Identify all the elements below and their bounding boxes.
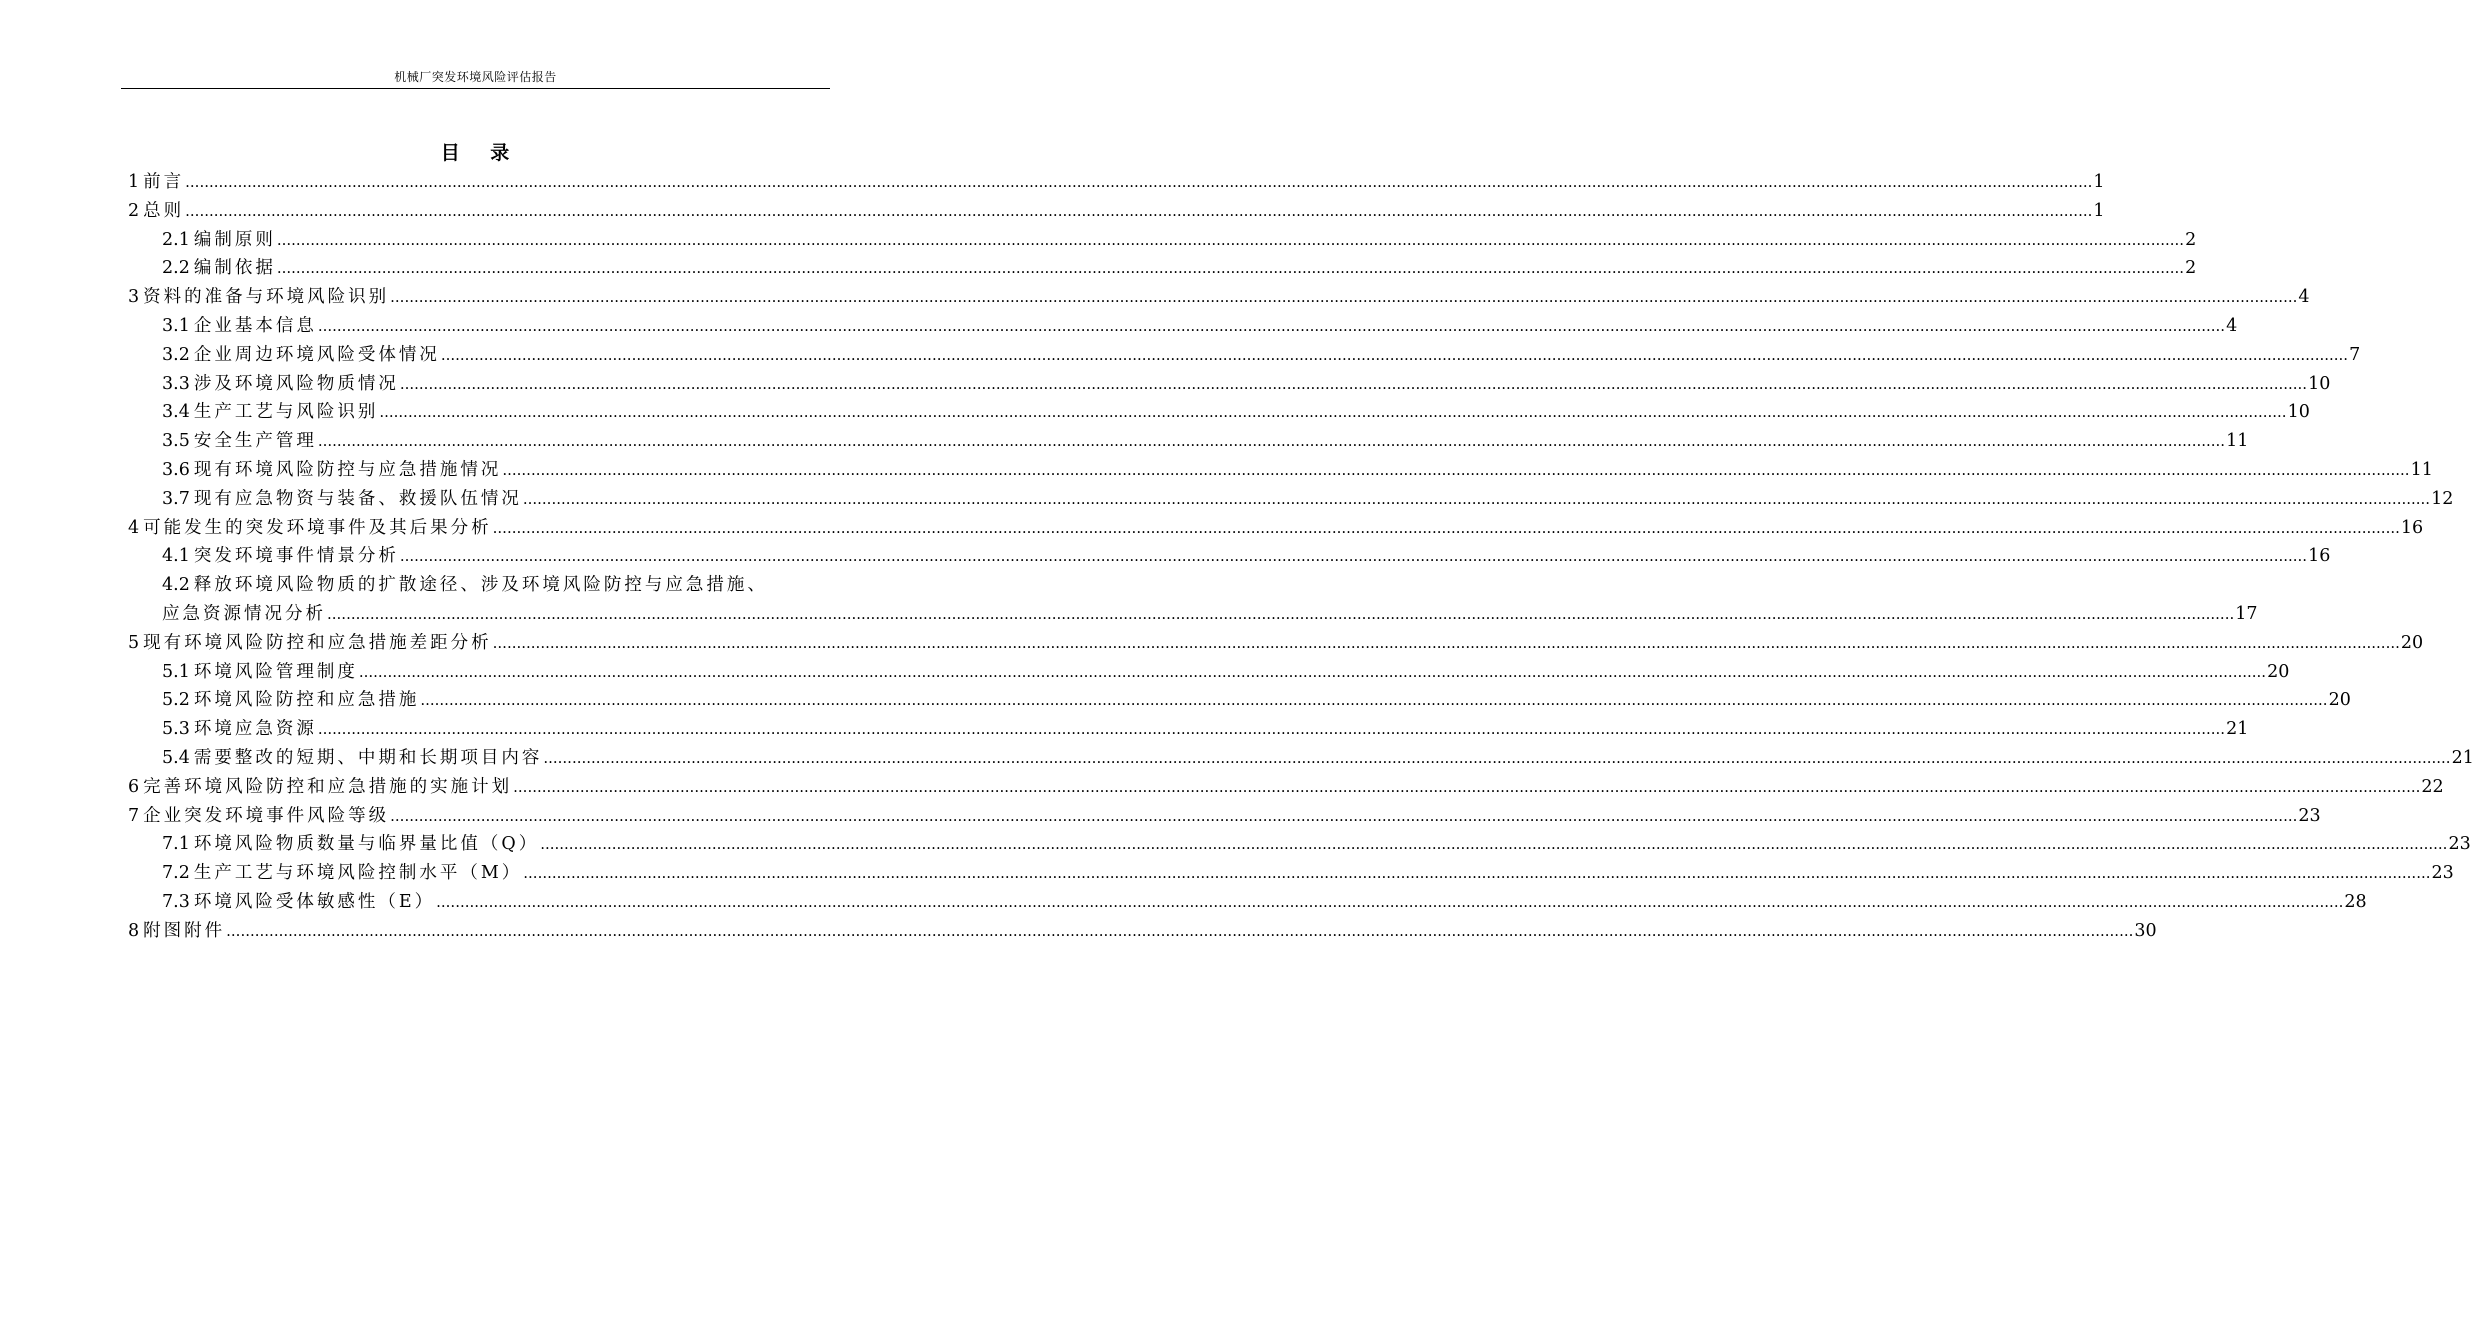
toc-entry[interactable] (128, 830, 2471, 859)
toc-entry[interactable] (128, 514, 2424, 543)
toc-entry-page: 10 (2308, 373, 2331, 394)
dot-leader: ................................................................................................................................................................................................................................................................................................................................................................................................................ (185, 201, 2093, 220)
toc-entry-page: 23 (2298, 805, 2321, 826)
toc-entry-number: 3.5 (162, 431, 190, 452)
dot-leader: ................................................................................................................................................................................................................................................................................................................................................................................................................ (317, 316, 2226, 335)
toc-entry[interactable] (128, 370, 2331, 399)
toc-entry-page: 20 (2400, 632, 2424, 653)
toc-entry-number: 5.4 (162, 747, 190, 768)
toc-entry-page: 12 (2431, 488, 2454, 509)
toc-entry-page: 2 (2185, 258, 2197, 279)
dot-leader: ................................................................................................................................................................................................................................................................................................................................................................................................................ (226, 921, 2134, 940)
toc-entry-text: 可能发生的突发环境事件及其后果分析 (143, 517, 492, 538)
table-of-contents (128, 168, 2474, 946)
dot-leader: ................................................................................................................................................................................................................................................................................................................................................................................................................ (436, 892, 2344, 911)
toc-entry-text: 环境风险防控和应急措施 (193, 690, 420, 711)
toc-entry[interactable] (128, 773, 2444, 802)
toc-entry-text: 现有环境风险防控与应急措施情况 (193, 459, 502, 480)
toc-entry[interactable] (128, 341, 2361, 370)
toc-entry-page: 16 (2308, 546, 2331, 567)
toc-entry-page: 21 (2451, 747, 2474, 768)
toc-entry-number: 3.3 (162, 373, 190, 394)
toc-entry-text: 释放环境风险物质的扩散途径、涉及环境风险防控与应急措施、 (193, 575, 768, 596)
toc-entry-text: 附图附件 (143, 920, 226, 941)
toc-entry[interactable] (128, 254, 2197, 283)
toc-entry-page: 17 (2235, 603, 2258, 624)
dot-leader: ................................................................................................................................................................................................................................................................................................................................................................................................................ (276, 259, 2185, 278)
dot-leader: ................................................................................................................................................................................................................................................................................................................................................................................................................ (185, 173, 2093, 191)
toc-entry[interactable] (128, 629, 2424, 658)
toc-entry-number: 7 (128, 805, 140, 826)
header-title: 机械厂突发环境风险评估报告 (394, 70, 557, 84)
toc-entry-number: 5 (128, 632, 140, 653)
toc-entry[interactable] (128, 398, 2310, 427)
toc-entry-text: 总则 (143, 200, 185, 221)
toc-entry-page: 30 (2134, 920, 2157, 941)
toc-entry-text: 编制原则 (193, 229, 276, 250)
toc-entry-number: 2.1 (162, 229, 190, 250)
toc-entry-text: 资料的准备与环境风险识别 (143, 287, 390, 308)
toc-entry[interactable] (128, 859, 2454, 888)
toc-entry-number: 3.2 (162, 344, 190, 365)
toc-entry[interactable] (128, 168, 2105, 197)
toc-entry-number: 3.1 (162, 315, 190, 336)
dot-leader: ................................................................................................................................................................................................................................................................................................................................................................................................................ (502, 460, 2410, 479)
toc-entry[interactable] (128, 658, 2290, 687)
toc-entry-text-continued: 应急资源情况分析 (162, 603, 326, 624)
toc-entry-page: 11 (2410, 459, 2433, 480)
toc-entry[interactable] (128, 542, 2331, 571)
toc-entry-page: 1 (2093, 172, 2105, 192)
toc-entry[interactable] (128, 744, 2474, 773)
toc-entry-text: 编制依据 (193, 258, 276, 279)
toc-entry-page: 7 (2349, 344, 2361, 365)
toc-entry[interactable] (128, 686, 2351, 715)
dot-leader: ................................................................................................................................................................................................................................................................................................................................................................................................................ (358, 662, 2267, 681)
toc-entry-number: 4 (128, 517, 140, 538)
toc-entry-number: 1 (128, 172, 140, 192)
toc-entry-number: 4.2 (162, 575, 190, 596)
toc-entry-text: 环境风险物质数量与临界量比值（Q） (193, 834, 540, 855)
toc-entry-page: 23 (2448, 834, 2471, 855)
toc-entry-text: 生产工艺与环境风险控制水平（M） (193, 863, 523, 884)
toc-entry-number: 3 (128, 287, 140, 308)
toc-entry[interactable] (128, 427, 2249, 456)
toc-entry[interactable] (128, 715, 2249, 744)
toc-entry-page: 1 (2093, 200, 2105, 221)
toc-entry[interactable] (128, 312, 2238, 341)
toc-entry-number: 5.3 (162, 719, 190, 740)
dot-leader: ................................................................................................................................................................................................................................................................................................................................................................................................................ (379, 403, 2287, 422)
dot-leader: ................................................................................................................................................................................................................................................................................................................................................................................................................ (399, 374, 2308, 393)
toc-entry-text: 环境风险管理制度 (193, 661, 358, 682)
toc-entry-number: 3.4 (162, 402, 190, 423)
toc-entry[interactable] (128, 485, 2454, 514)
toc-entry-text: 企业基本信息 (193, 315, 317, 336)
toc-entry-page: 20 (2328, 690, 2351, 711)
toc-entry-text: 前言 (143, 172, 185, 192)
toc-entry[interactable] (128, 197, 2105, 226)
toc-entry-number: 7.1 (162, 834, 190, 855)
dot-leader: ................................................................................................................................................................................................................................................................................................................................................................................................................ (492, 633, 2400, 652)
toc-entry-number: 6 (128, 776, 140, 797)
toc-entry-page: 10 (2287, 402, 2310, 423)
toc-entry-page: 21 (2226, 719, 2249, 740)
toc-entry-text: 企业周边环境风险受体情况 (193, 344, 440, 365)
toc-entry-page: 4 (2226, 315, 2238, 336)
dot-leader: ................................................................................................................................................................................................................................................................................................................................................................................................................ (513, 777, 2421, 796)
toc-entry-number: 3.6 (162, 459, 190, 480)
dot-leader: ................................................................................................................................................................................................................................................................................................................................................................................................................ (317, 432, 2226, 451)
toc-entry-number: 5.2 (162, 690, 190, 711)
toc-entry[interactable] (128, 456, 2433, 485)
toc-entry-text: 完善环境风险防控和应急措施的实施计划 (143, 776, 513, 797)
toc-entry-text: 需要整改的短期、中期和长期项目内容 (193, 747, 543, 768)
toc-entry-text: 企业突发环境事件风险等级 (143, 805, 390, 826)
toc-entry-page: 28 (2344, 891, 2367, 912)
toc-entry-text: 环境应急资源 (193, 719, 317, 740)
dot-leader: ................................................................................................................................................................................................................................................................................................................................................................................................................ (420, 691, 2328, 710)
dot-leader: ................................................................................................................................................................................................................................................................................................................................................................................................................ (543, 748, 2451, 767)
toc-entry-number: 7.3 (162, 891, 190, 912)
toc-entry-page: 4 (2298, 287, 2310, 308)
toc-entry-text: 环境风险受体敏感性（E） (193, 891, 436, 912)
dot-leader: ................................................................................................................................................................................................................................................................................................................................................................................................................ (522, 489, 2431, 508)
toc-entry[interactable] (128, 917, 2157, 946)
toc-entry-number: 4.1 (162, 546, 190, 567)
toc-entry-text: 生产工艺与风险识别 (193, 402, 379, 423)
toc-entry-page: 2 (2185, 229, 2197, 250)
toc-entry-number: 2 (128, 200, 140, 221)
toc-entry[interactable] (128, 571, 2258, 629)
dot-leader: ................................................................................................................................................................................................................................................................................................................................................................................................................ (399, 547, 2308, 566)
toc-entry-page: 22 (2421, 776, 2444, 797)
toc-entry-page: 16 (2400, 517, 2424, 538)
toc-entry-text: 突发环境事件情景分析 (193, 546, 399, 567)
toc-entry-page: 23 (2431, 863, 2454, 884)
toc-title: 目 录 (440, 142, 522, 164)
toc-entry[interactable] (128, 283, 2310, 312)
dot-leader: ................................................................................................................................................................................................................................................................................................................................................................................................................ (390, 288, 2298, 307)
dot-leader: ................................................................................................................................................................................................................................................................................................................................................................................................................ (540, 835, 2448, 854)
dot-leader: ................................................................................................................................................................................................................................................................................................................................................................................................................ (492, 518, 2400, 537)
toc-entry-text: 现有环境风险防控和应急措施差距分析 (143, 632, 492, 653)
toc-entry-text: 现有应急物资与装备、救援队伍情况 (193, 488, 522, 509)
dot-leader: ................................................................................................................................................................................................................................................................................................................................................................................................................ (440, 345, 2349, 364)
toc-entry-number: 8 (128, 920, 140, 941)
toc-entry-page: 20 (2267, 661, 2290, 682)
toc-entry-number: 7.2 (162, 863, 190, 884)
toc-entry[interactable] (128, 802, 2321, 831)
toc-entry-page: 11 (2226, 431, 2249, 452)
page-header (121, 66, 830, 89)
dot-leader: ................................................................................................................................................................................................................................................................................................................................................................................................................ (327, 604, 2235, 623)
dot-leader: ................................................................................................................................................................................................................................................................................................................................................................................................................ (317, 720, 2226, 739)
toc-entry-text: 安全生产管理 (193, 431, 317, 452)
toc-entry[interactable] (128, 226, 2197, 255)
dot-leader: ................................................................................................................................................................................................................................................................................................................................................................................................................ (276, 230, 2185, 249)
toc-entry-number: 5.1 (162, 661, 190, 682)
toc-entry[interactable] (128, 888, 2367, 917)
toc-entry-text: 涉及环境风险物质情况 (193, 373, 399, 394)
toc-entry-number: 2.2 (162, 258, 190, 279)
dot-leader: ................................................................................................................................................................................................................................................................................................................................................................................................................ (523, 864, 2431, 883)
dot-leader: ................................................................................................................................................................................................................................................................................................................................................................................................................ (390, 806, 2298, 825)
toc-entry-number: 3.7 (162, 488, 190, 509)
